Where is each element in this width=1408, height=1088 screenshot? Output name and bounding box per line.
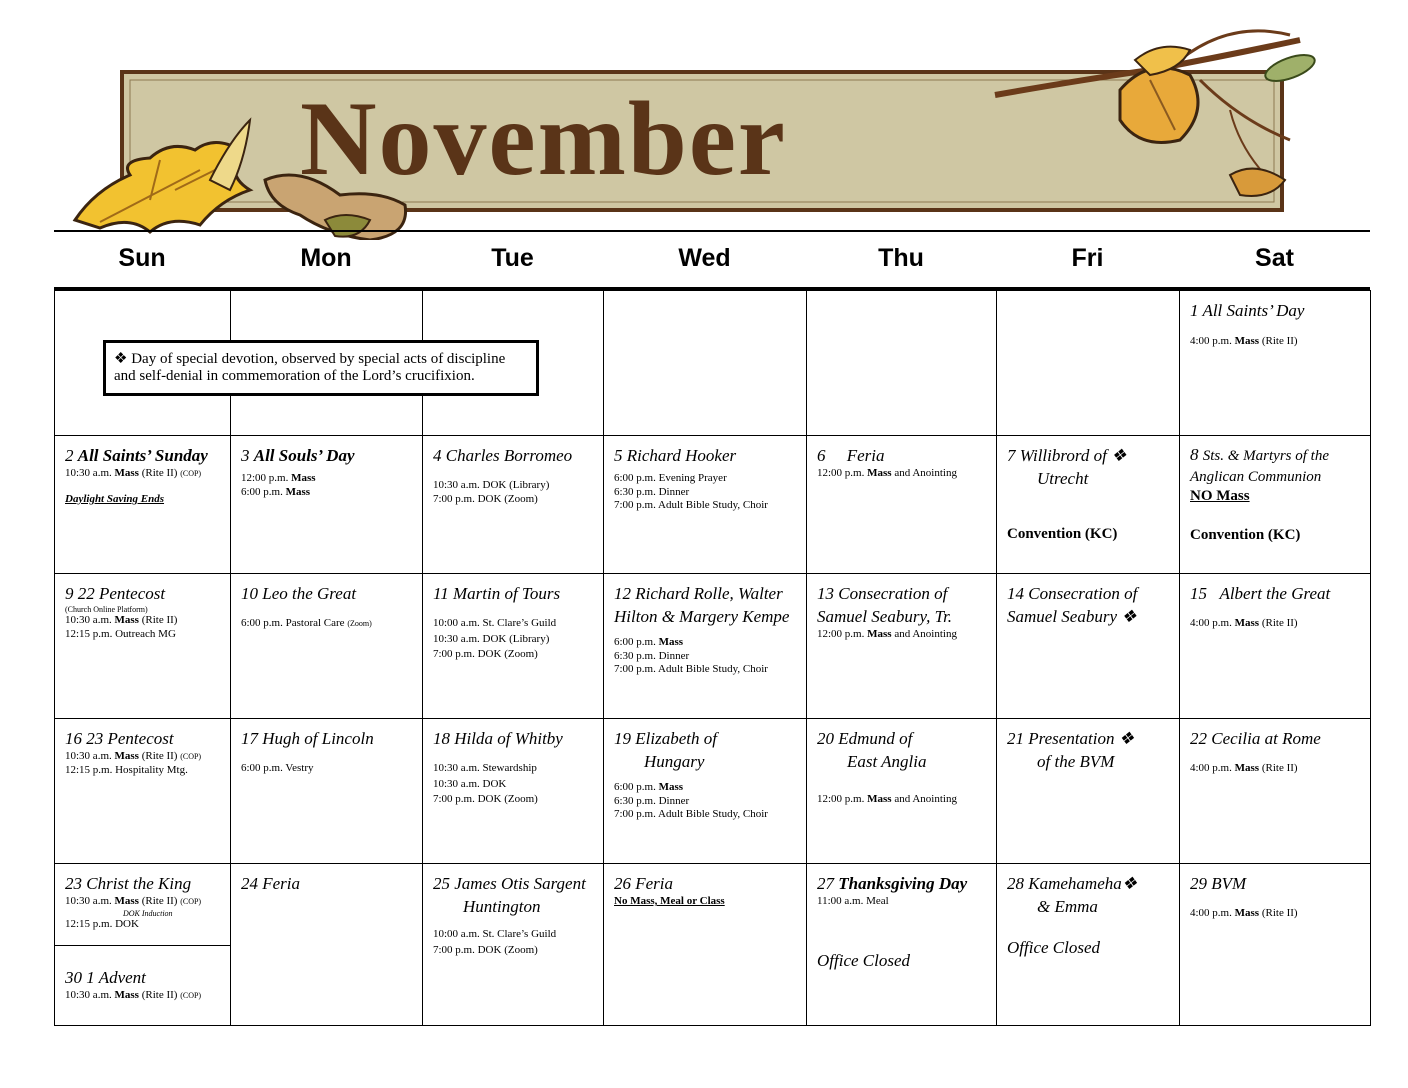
- event-line: 10:30 a.m. Mass (Rite II) (COP): [65, 989, 202, 1001]
- day-title: 29 BVM: [1190, 874, 1247, 893]
- event-line: 10:30 a.m. DOK: [433, 777, 507, 790]
- day-title: 21 Presentation ❖: [1007, 729, 1134, 748]
- day-title: 2 All Saints’ Sunday: [65, 446, 208, 465]
- day-title: 24 Feria: [241, 874, 301, 893]
- header-rule: [54, 230, 1370, 232]
- day-cell-23-30[interactable]: [55, 864, 231, 1026]
- day-cell-14[interactable]: [997, 574, 1180, 719]
- event-line: 11:00 a.m. Meal: [817, 895, 889, 907]
- event-line: 6:00 p.m. Evening Prayer: [614, 472, 727, 484]
- day-cell-20[interactable]: [807, 719, 997, 864]
- weekday-sat: Sat: [1255, 244, 1294, 272]
- day-title: 7 Willibrord of ❖: [1007, 446, 1127, 465]
- devotion-legend: [103, 340, 539, 396]
- event-sub: DOK Induction: [123, 908, 173, 918]
- event-line: 12:00 p.m. Mass and Anointing: [817, 793, 957, 805]
- day-title: 5 Richard Hooker: [614, 446, 737, 465]
- day-title: 18 Hilda of Whitby: [433, 729, 563, 748]
- month-banner: [0, 0, 1408, 240]
- event-line: 10:30 a.m. Stewardship: [433, 762, 537, 774]
- weekday-mon: Mon: [300, 244, 352, 272]
- day-title: 22 Cecilia at Rome: [1190, 729, 1321, 748]
- day-title: 17 Hugh of Lincoln: [241, 729, 374, 748]
- day-cell-21[interactable]: [997, 719, 1180, 864]
- event-line: 10:30 a.m. Mass (Rite II) (COP): [65, 467, 202, 479]
- event-line: 7:00 p.m. Adult Bible Study, Choir: [614, 499, 768, 511]
- day-title-cont: & Emma: [1037, 897, 1098, 916]
- event-line: 7:00 p.m. DOK (Zoom): [433, 793, 538, 805]
- day-cell-8[interactable]: [1180, 436, 1371, 574]
- day-cell-30[interactable]: [55, 945, 230, 1003]
- event-line: 10:30 a.m. DOK (Library): [433, 632, 550, 645]
- day-title: 27 Thanksgiving Day: [817, 874, 968, 893]
- event-line: 7:00 p.m. Adult Bible Study, Choir: [614, 663, 768, 675]
- day-cell-25[interactable]: [423, 864, 604, 1026]
- weekday-header: [54, 240, 1370, 284]
- day-cell-19[interactable]: [604, 719, 807, 864]
- devotion-icon: ❖: [114, 351, 128, 367]
- devotion-icon: ❖: [1121, 874, 1137, 893]
- office-closed-note: Office Closed: [1007, 938, 1101, 957]
- event-line: 10:00 a.m. St. Clare’s Guild: [433, 617, 557, 629]
- no-mass-note: NO Mass: [1190, 488, 1250, 504]
- event-line: 6:00 p.m. Vestry: [241, 762, 314, 774]
- weekday-wed: Wed: [678, 244, 731, 272]
- event-sub: (Church Online Platform): [65, 605, 148, 614]
- event-line: 4:00 p.m. Mass (Rite II): [1190, 335, 1298, 347]
- event-line: 4:00 p.m. Mass (Rite II): [1190, 617, 1298, 629]
- day-title: 6 Feria: [817, 446, 885, 465]
- day-title: 26 Feria: [614, 874, 674, 893]
- event-line: 10:30 a.m. Mass (Rite II): [65, 614, 178, 626]
- day-title-cont: East Anglia: [847, 752, 927, 771]
- day-title: 14 Consecration of Samuel Seabury ❖: [1007, 584, 1138, 626]
- day-cell-18[interactable]: [423, 719, 604, 864]
- day-title: 3 All Souls’ Day: [241, 446, 355, 465]
- calendar-grid: [54, 290, 1371, 1026]
- daylight-saving-note: Daylight Saving Ends: [65, 492, 165, 505]
- day-cell-2[interactable]: [55, 436, 231, 574]
- day-cell-12[interactable]: [604, 574, 807, 719]
- event-line: 10:30 a.m. Mass (Rite II) (COP): [65, 750, 202, 762]
- day-title: 10 Leo the Great: [241, 584, 357, 603]
- day-cell-9[interactable]: [55, 574, 231, 719]
- day-cell-5[interactable]: [604, 436, 807, 574]
- event-line: 7:00 p.m. DOK (Zoom): [433, 648, 538, 660]
- event-line: 7:00 p.m. DOK (Zoom): [433, 943, 538, 956]
- devotion-icon: ❖: [1118, 729, 1134, 748]
- event-line: 10:30 a.m. Mass (Rite II) (COP): [65, 895, 202, 907]
- weekday-tue: Tue: [491, 244, 534, 272]
- day-cell-7[interactable]: [997, 436, 1180, 574]
- event-line: 6:00 p.m. Mass: [614, 636, 684, 648]
- event-line: 6:30 p.m. Dinner: [614, 794, 690, 807]
- convention-note: Convention (KC): [1007, 526, 1118, 542]
- day-title-cont: Utrecht: [1037, 469, 1089, 488]
- day-cell-27[interactable]: [807, 864, 997, 1026]
- day-title: 11 Martin of Tours: [433, 584, 561, 603]
- event-line: 12:00 p.m. Mass: [241, 472, 316, 484]
- day-title: 15 Albert the Great: [1190, 584, 1331, 603]
- event-line: 10:00 a.m. St. Clare’s Guild: [433, 928, 557, 940]
- day-title: 16 23 Pentecost: [65, 729, 174, 748]
- event-line: 6:00 p.m. Mass: [614, 781, 684, 793]
- event-line: 12:15 p.m. DOK: [65, 917, 139, 930]
- day-cell-1[interactable]: [1180, 291, 1371, 436]
- day-title: 23 Christ the King: [65, 874, 192, 893]
- day-title: 4 Charles Borromeo: [433, 446, 573, 465]
- day-cell-17[interactable]: [231, 719, 423, 864]
- weekday-fri: Fri: [1071, 244, 1104, 272]
- day-cell-6[interactable]: [807, 436, 997, 574]
- no-mass-note: No Mass, Meal or Class: [614, 895, 725, 907]
- day-title: 13 Consecration of Samuel Seabury, Tr.: [817, 584, 953, 626]
- day-cell-15[interactable]: [1180, 574, 1371, 719]
- devotion-icon: ❖: [1111, 446, 1127, 465]
- day-cell-26[interactable]: [604, 864, 807, 1026]
- day-title: 30 1 Advent: [65, 968, 146, 987]
- month-title: November: [300, 80, 787, 197]
- legend-text: Day of special devotion, observed by special acts of discipline and self-denial in commemoration of the Lord’s crucifixion.: [114, 351, 506, 384]
- day-cell-28[interactable]: [997, 864, 1180, 1026]
- day-cell-13[interactable]: [807, 574, 997, 719]
- day-cell-22[interactable]: [1180, 719, 1371, 864]
- day-title-cont: of the BVM: [1037, 752, 1115, 771]
- weekday-thu: Thu: [878, 244, 924, 272]
- day-cell-3[interactable]: [231, 436, 423, 574]
- day-title: 9 22 Pentecost: [65, 584, 166, 603]
- day-title: 1 All Saints’ Day: [1190, 301, 1305, 320]
- day-cell-16[interactable]: [55, 719, 231, 864]
- day-cell-4[interactable]: [423, 436, 604, 574]
- event-line: 6:30 p.m. Dinner: [614, 649, 690, 662]
- event-line: 7:00 p.m. Adult Bible Study, Choir: [614, 808, 768, 820]
- event-line: 4:00 p.m. Mass (Rite II): [1190, 762, 1298, 774]
- day-cell-10[interactable]: [231, 574, 423, 719]
- convention-note: Convention (KC): [1190, 527, 1301, 543]
- weekday-sun: Sun: [118, 244, 166, 272]
- event-line: 10:30 a.m. DOK (Library): [433, 479, 550, 491]
- event-line: 6:00 p.m. Pastoral Care (Zoom): [241, 617, 372, 629]
- devotion-icon: ❖: [1121, 607, 1137, 626]
- event-line: 12:15 p.m. Outreach MG: [65, 627, 176, 640]
- day-cell-empty: [604, 291, 807, 436]
- event-line: 6:30 p.m. Dinner: [614, 485, 690, 498]
- day-cell-24[interactable]: [231, 864, 423, 1026]
- day-title: 8 Sts. & Martyrs of the Anglican Communion: [1190, 445, 1329, 485]
- event-line: 4:00 p.m. Mass (Rite II): [1190, 907, 1298, 919]
- day-title: 25 James Otis Sargent: [433, 874, 586, 893]
- day-cell-empty: [807, 291, 997, 436]
- office-closed-note: Office Closed: [817, 950, 911, 970]
- event-line: 7:00 p.m. DOK (Zoom): [433, 492, 538, 505]
- event-line: 6:00 p.m. Mass: [241, 485, 311, 498]
- event-line: 12:00 p.m. Mass and Anointing: [817, 467, 957, 479]
- day-cell-empty: [997, 291, 1180, 436]
- day-cell-11[interactable]: [423, 574, 604, 719]
- day-title: 28 Kamehameha❖: [1007, 874, 1137, 893]
- day-title-cont: Hungary: [644, 752, 705, 771]
- day-title: 19 Elizabeth of: [614, 729, 717, 748]
- day-cell-29[interactable]: [1180, 864, 1371, 1026]
- event-line: 12:15 p.m. Hospitality Mtg.: [65, 763, 188, 776]
- day-title: 12 Richard Rolle, Walter Hilton & Margery Kempe: [614, 584, 790, 626]
- event-line: 12:00 p.m. Mass and Anointing: [817, 628, 957, 640]
- day-title-cont: Huntington: [463, 897, 541, 916]
- day-title: 20 Edmund of: [817, 729, 913, 748]
